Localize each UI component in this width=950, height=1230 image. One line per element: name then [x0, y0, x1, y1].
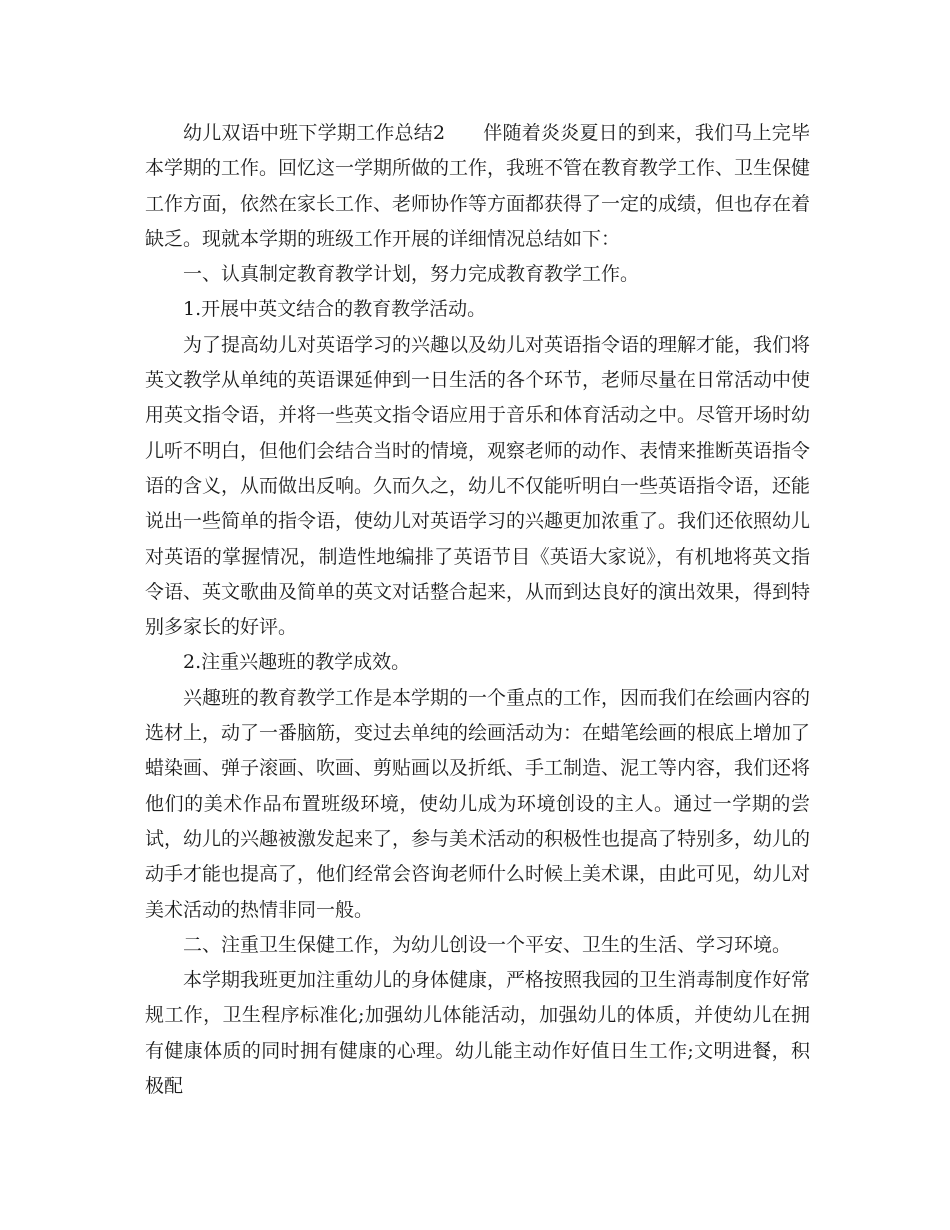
subsection-heading-1: 1.开展中英文结合的教育教学活动。	[183, 298, 487, 321]
paragraph: 本学期我班更加注重幼儿的身体健康，严格按照我园的卫生消毒制度作好常规工作，卫生程序标准化;加强幼儿体能活动，加强幼儿的体质，并使幼儿在拥有健康体质的同时拥有健康的心理。幼儿能主动作好值日生工作;文明进餐，积极配	[145, 969, 811, 1098]
intro-paragraph	[145, 116, 810, 257]
section-heading-2: 二、注重卫生保健工作，为幼儿创设一个平安、卫生的生活、学习环境。	[183, 933, 792, 956]
paragraph: 兴趣班的教育教学工作是本学期的一个重点的工作，因而我们在绘画内容的选材上，动了一番脑筋，变过去单纯的绘画活动为：在蜡笔绘画的根底上增加了蜡染画、弹子滚画、吹画、剪贴画以及折纸、手工制造、泥工等内容，我们还将他们的美术作品布置班级环境，使幼儿成为环境创设的主人。通过一学期的尝试，幼儿的兴趣被激发起来了，参与美术活动的积极性也提高了特别多，幼儿的动手才能也提高了，他们经常会咨询老师什么时候上美术课，由此可见，幼儿对美术活动的热情非同一般。	[145, 686, 811, 921]
section-heading-1: 一、认真制定教育教学计划，努力完成教育教学工作。	[183, 263, 640, 286]
document-title: 幼儿双语中班下学期工作总结2	[183, 122, 446, 144]
subsection-heading-2: 2.注重兴趣班的教学成效。	[183, 651, 411, 674]
document-body	[145, 116, 810, 1104]
paragraph: 为了提高幼儿对英语学习的兴趣以及幼儿对英语指令语的理解才能，我们将英文教学从单纯的英语课延伸到一日生活的各个环节，老师尽量在日常活动中使用英文指令语，并将一些英文指令语应用于音乐和体育活动之中。尽管开场时幼儿听不明白，但他们会结合当时的情境，观察老师的动作、表情来推断英语指令语的含义，从而做出反响。久而久之，幼儿不仅能听明白一些英语指令语，还能说出一些简单的指令语，使幼儿对英语学习的兴趣更加浓重了。我们还依照幼儿对英语的掌握情况，制造性地编排了英语节目《英语大家说》，有机地将英文指令语、英文歌曲及简单的英文对话整合起来，从而到达良好的演出效果，得到特别多家长的好评。	[145, 333, 811, 639]
paragraph-text: 伴随着炎炎夏日的到来，我们马上完毕本学期的工作。回忆这一学期所做的工作，我班不管在教育教学工作、卫生保健工作方面，依然在家长工作、老师协作等方面都获得了一定的成绩，但也存在着缺乏。现就本学期的班级工作开展的详细情况总结如下：	[145, 122, 811, 250]
